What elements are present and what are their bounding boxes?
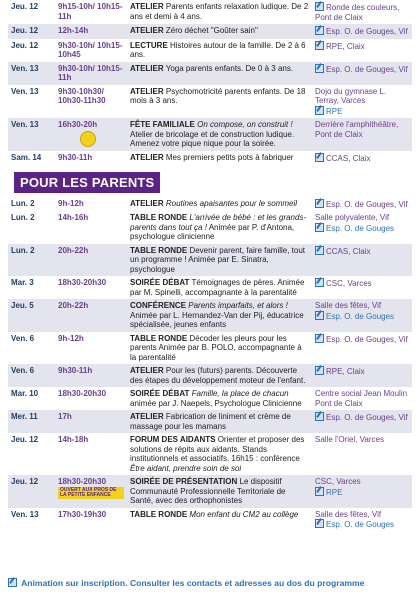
edit-icon (315, 41, 324, 50)
event-type: TABLE RONDE (130, 509, 188, 519)
location-cell (312, 387, 412, 410)
location-text: Esp. O. de Gouges, Vif (326, 27, 408, 36)
event-description: animée par J. Naepels, Psychologue Clinicienne (130, 398, 302, 408)
time-cell (55, 85, 127, 119)
location-line (315, 120, 409, 139)
schedule-row (8, 244, 412, 277)
event-description: Témoignages de pères. Animée par M. Spinelli, accompagnante à la parentalité (130, 278, 305, 297)
edit-icon (315, 26, 324, 35)
time-text: 18h30-20h30 (58, 389, 107, 398)
time-cell (55, 508, 127, 532)
location-text: Esp. O. de Gouges, Vif (326, 199, 408, 209)
event-type: SOIRÉE DÉBAT (130, 389, 190, 398)
event-subtitle: Parents imparfaits, et alors ! (186, 301, 288, 310)
edit-icon (315, 311, 324, 320)
event-type: ATELIER (130, 2, 164, 11)
location-line (315, 41, 409, 52)
parents-schedule-body (8, 197, 412, 532)
parents-schedule (8, 197, 412, 532)
section-heading: POUR LES PARENTS (14, 172, 160, 193)
edit-icon (315, 199, 324, 208)
location-text: Esp. O. de Gouges, Vif (326, 64, 408, 74)
description-cell (127, 276, 312, 299)
location-cell (312, 276, 412, 299)
location-line (315, 153, 409, 164)
location-line (315, 334, 409, 345)
time-cell (55, 118, 127, 151)
schedule-row (8, 85, 412, 119)
location-cell (312, 332, 412, 365)
edit-icon (315, 153, 324, 162)
schedule-row (8, 197, 412, 212)
time-cell (55, 151, 127, 166)
location-text-2: RPE (326, 106, 343, 116)
time-cell (55, 62, 127, 85)
event-type: ATELIER (130, 26, 164, 35)
event-description: Parents enfants relaxation ludique. De 2 ans et demi à 4 ans. (130, 2, 309, 21)
edit-icon (315, 64, 324, 73)
event-type: SOIRÉE DE PRÉSENTATION (130, 477, 238, 486)
event-description: Atelier de bricolage et de construction ludique. Amenez votre pique nique pour la soirée. (130, 129, 295, 148)
time-cell (55, 364, 127, 387)
time-text: 9h-12h (58, 198, 84, 208)
time-text: 9h15-10h/ 10h15-11h (58, 2, 123, 21)
event-type: SOIRÉE DÉBAT (130, 278, 190, 287)
location-line (315, 199, 409, 210)
description-cell (127, 299, 312, 332)
event-type: CONFÉRENCE (130, 301, 187, 310)
location-text: Salle polyvalente, Vif (315, 213, 390, 222)
location-text-2: RPE (326, 487, 343, 497)
schedule-row (8, 276, 412, 299)
location-cell (312, 85, 412, 119)
event-subtitle: Famille, la place de chacun (189, 389, 289, 398)
day-cell: Jeu. 12 (8, 24, 55, 39)
schedule-row (8, 62, 412, 85)
event-description: Fabrication de liniment et crème de massage pour les mamans (130, 412, 291, 431)
location-cell (312, 39, 412, 62)
edit-icon (315, 366, 324, 375)
schedule-row (8, 364, 412, 387)
time-text: 9h30-10h30/ 10h30-11h30 (58, 86, 106, 105)
location-text: Derrière l'amphithéâtre, Pont de Claix (315, 120, 399, 139)
day-cell: Mar. 10 (11, 389, 39, 398)
location-line-2 (315, 519, 409, 530)
location-cell (312, 364, 412, 387)
location-text: CSC, Varces (326, 279, 372, 288)
time-cell (55, 387, 127, 410)
location-line (315, 2, 409, 22)
schedule-row (8, 299, 412, 332)
time-text: 17h (58, 412, 72, 421)
location-line (315, 26, 409, 37)
location-text: Salle des fêtes, Vif (315, 509, 382, 519)
location-cell (312, 151, 412, 166)
location-line (315, 366, 409, 377)
edit-icon (315, 334, 324, 343)
location-text-2: Esp. O. de Gouges (326, 223, 395, 233)
day-cell: Jeu. 5 (8, 299, 55, 332)
time-cell (55, 211, 127, 244)
time-cell (55, 433, 127, 475)
location-cell (312, 24, 412, 39)
event-type: ATELIER (130, 412, 164, 421)
description-cell (127, 332, 312, 365)
day-cell: Jeu. 12 (11, 40, 39, 50)
time-text: 9h30-10h/ 10h15-10h45 (58, 40, 123, 59)
location-cell (312, 62, 412, 85)
event-type: FÊTE FAMILIALE (130, 120, 195, 129)
event-subtitle: Routines apaisantes pour le sommeil (163, 198, 298, 208)
location-line-2 (315, 311, 409, 322)
location-text: Dojo du gymnase L. Terray, Varces (315, 86, 387, 105)
day-cell: Jeu. 12 (11, 2, 39, 11)
schedule-row (8, 118, 412, 151)
event-description: Animée par P. d'Antona, psychologue clinicienne (130, 222, 295, 241)
time-cell (55, 299, 127, 332)
location-cell (312, 299, 412, 332)
location-line (315, 246, 409, 257)
event-subtitle: L'arrivée de bébé : et les grands-parents dans tout ça ! (130, 213, 307, 232)
description-cell (127, 118, 312, 151)
schedule-row (8, 24, 412, 39)
time-cell (55, 197, 127, 212)
edit-icon (315, 412, 324, 421)
schedule-row (8, 475, 412, 508)
time-cell (55, 244, 127, 277)
time-text: 14h-16h (58, 213, 89, 222)
time-text: 18h30-20h30 (58, 477, 107, 486)
location-cell (312, 0, 412, 24)
event-type: TABLE RONDE (130, 213, 188, 222)
event-subtitle-2: Être aidant, prendre soin de soi (130, 463, 242, 473)
description-cell (127, 151, 312, 166)
event-description: Animée par L. Hernandez-Van der Pij, éducatrice spécialisée, jeunes enfants (130, 310, 304, 329)
time-text: 20h-22h (58, 301, 89, 310)
day-cell: Mar. 3 (11, 278, 34, 287)
day-cell: Jeu. 12 (11, 435, 39, 444)
mascot-illustration (80, 131, 96, 147)
description-cell (127, 387, 312, 410)
schedule-row (8, 39, 412, 62)
location-text: CSC, Varces (315, 477, 361, 486)
event-description: Décoder les pleurs pour les parents Animée par B. POLO, accompagnante à la parentalité (130, 333, 302, 362)
time-text: 9h30-10h/ 10h15-11h (58, 63, 123, 82)
time-text: 16h30-20h (58, 120, 98, 129)
location-line-2 (315, 106, 409, 117)
description-cell (127, 508, 312, 532)
location-text: Salle l'Oriel, Varces (315, 435, 384, 444)
time-cell (55, 24, 127, 39)
description-cell (127, 410, 312, 433)
day-cell: Ven. 6 (8, 364, 55, 387)
time-cell (55, 475, 127, 508)
schedule-row (8, 433, 412, 475)
location-cell (312, 508, 412, 532)
event-type: ATELIER (130, 198, 164, 208)
event-description: Mes premiers petits pots à fabriquer (163, 153, 294, 162)
location-line (315, 278, 409, 289)
day-cell: Jeu. 12 (8, 475, 55, 508)
day-cell: Lun. 2 (11, 198, 35, 208)
time-text: 18h30-20h30 (58, 278, 107, 287)
location-text: Ronde des couleurs, Pont de Claix (315, 3, 400, 22)
day-cell: Sam. 14 (11, 153, 42, 162)
description-cell (127, 211, 312, 244)
edit-icon (8, 578, 17, 587)
location-text: Esp. O. de Gouges, Vif (326, 413, 408, 422)
kids-schedule-body (8, 0, 412, 166)
time-cell (55, 276, 127, 299)
event-type: TABLE RONDE (130, 245, 188, 255)
day-cell: Mer. 11 (8, 410, 55, 433)
schedule-row (8, 151, 412, 166)
location-cell (312, 118, 412, 151)
location-line (315, 301, 409, 311)
location-cell (312, 211, 412, 244)
description-cell (127, 0, 312, 24)
location-text: Centre social Jean Moulin Pont de Claix (315, 389, 408, 408)
location-line (315, 389, 409, 408)
location-text: RPE, Claix (326, 367, 365, 376)
schedule-row (8, 332, 412, 365)
description-cell (127, 244, 312, 277)
location-cell (312, 244, 412, 277)
schedule-row (8, 0, 412, 24)
event-description: Pour les (futurs) parents. Découverte des étapes du développement moteur de l'enfant. (130, 366, 306, 385)
event-type: FORUM DES AIDANTS (130, 435, 216, 444)
event-description: Histoires autour de la famille. De 2 à 6 ans. (130, 40, 306, 59)
schedule-row (8, 508, 412, 532)
footer-note (8, 578, 412, 588)
description-cell (127, 85, 312, 119)
time-text: 12h-14h (58, 26, 89, 35)
event-subtitle: Mon enfant du CM2 au collège (187, 509, 299, 519)
description-cell (127, 197, 312, 212)
time-text: 9h-12h (58, 333, 84, 343)
description-cell (127, 475, 312, 508)
pros-badge: OUVERT AUX PROS DE LA PETITE ENFANCE (58, 487, 124, 499)
time-text: 20h-22h (58, 245, 89, 255)
event-description: Zéro déchet "Goûter sain" (163, 26, 258, 35)
time-text: 9h30-11h (58, 366, 93, 375)
time-text: 17h30-19h30 (58, 509, 107, 519)
edit-icon (315, 106, 324, 115)
location-text: CCAS, Claix (326, 246, 371, 256)
schedule-row (8, 410, 412, 433)
day-cell: Ven. 13 (8, 62, 55, 85)
description-cell (127, 364, 312, 387)
location-line-2 (315, 223, 409, 234)
schedule-row (8, 211, 412, 244)
location-text: Salle des fêtes, Vif (315, 301, 382, 310)
description-cell (127, 62, 312, 85)
time-cell (55, 0, 127, 24)
location-line (315, 510, 409, 520)
location-text: RPE, Claix (326, 41, 365, 51)
event-description: Psychomotricité parents enfants. De 18 mois à 3 ans. (130, 86, 306, 105)
location-line (315, 435, 409, 445)
event-description: Le dispositif Communauté Professionnelle Territoriale de Santé, avec des orthophonistes (130, 477, 286, 505)
location-line (315, 64, 409, 75)
location-line (315, 477, 409, 487)
event-description: Orienter et proposer des solutions de répits aux aidants. Stands institutionnels et associatifs. 16h15 : conférence (130, 435, 305, 463)
edit-icon (315, 246, 324, 255)
edit-icon (315, 278, 324, 287)
edit-icon (315, 2, 324, 11)
location-line-2 (315, 487, 409, 498)
event-type: ATELIER (130, 63, 164, 73)
time-text: 9h30-11h (58, 153, 93, 162)
day-cell: Lun. 2 (11, 213, 35, 222)
event-type: TABLE RONDE (130, 333, 188, 343)
event-subtitle: On compose, on construit ! (194, 120, 293, 129)
location-cell (312, 410, 412, 433)
day-cell: Lun. 2 (8, 244, 55, 277)
location-cell (312, 197, 412, 212)
day-cell: Ven. 13 (11, 86, 39, 96)
kids-schedule (8, 0, 412, 166)
event-type: LECTURE (130, 40, 168, 50)
description-cell (127, 24, 312, 39)
location-line (315, 213, 409, 223)
edit-icon (315, 223, 324, 232)
location-line (315, 87, 409, 106)
day-cell: Ven. 13 (11, 509, 39, 519)
footer-text: Animation sur inscription. Consulter les contacts et adresses au dos du programme (21, 578, 365, 588)
event-description: Devenir parent, faire famille, tout un programme ! Animée par E. Sinatra, psychologue (130, 245, 306, 274)
time-cell (55, 39, 127, 62)
day-cell: Ven. 6 (11, 333, 35, 343)
location-text: CCAS, Claix (326, 154, 371, 163)
location-cell (312, 433, 412, 475)
day-cell: Ven. 13 (8, 118, 55, 151)
event-type: ATELIER (130, 366, 164, 375)
event-type: ATELIER (130, 86, 164, 96)
location-line (315, 412, 409, 423)
description-cell (127, 433, 312, 475)
location-text-2: Esp. O. de Gouges (326, 520, 395, 529)
location-text: Esp. O. de Gouges, Vif (326, 334, 408, 344)
time-text: 14h-18h (58, 435, 89, 444)
time-cell (55, 410, 127, 433)
time-cell (55, 332, 127, 365)
event-type: ATELIER (130, 153, 164, 162)
event-description: Yoga parents enfants. De 0 à 3 ans. (163, 63, 294, 73)
location-text-2: Esp. O. de Gouges (326, 311, 395, 321)
edit-icon (315, 519, 324, 528)
location-cell (312, 475, 412, 508)
schedule-row (8, 387, 412, 410)
edit-icon (315, 487, 324, 496)
description-cell (127, 39, 312, 62)
